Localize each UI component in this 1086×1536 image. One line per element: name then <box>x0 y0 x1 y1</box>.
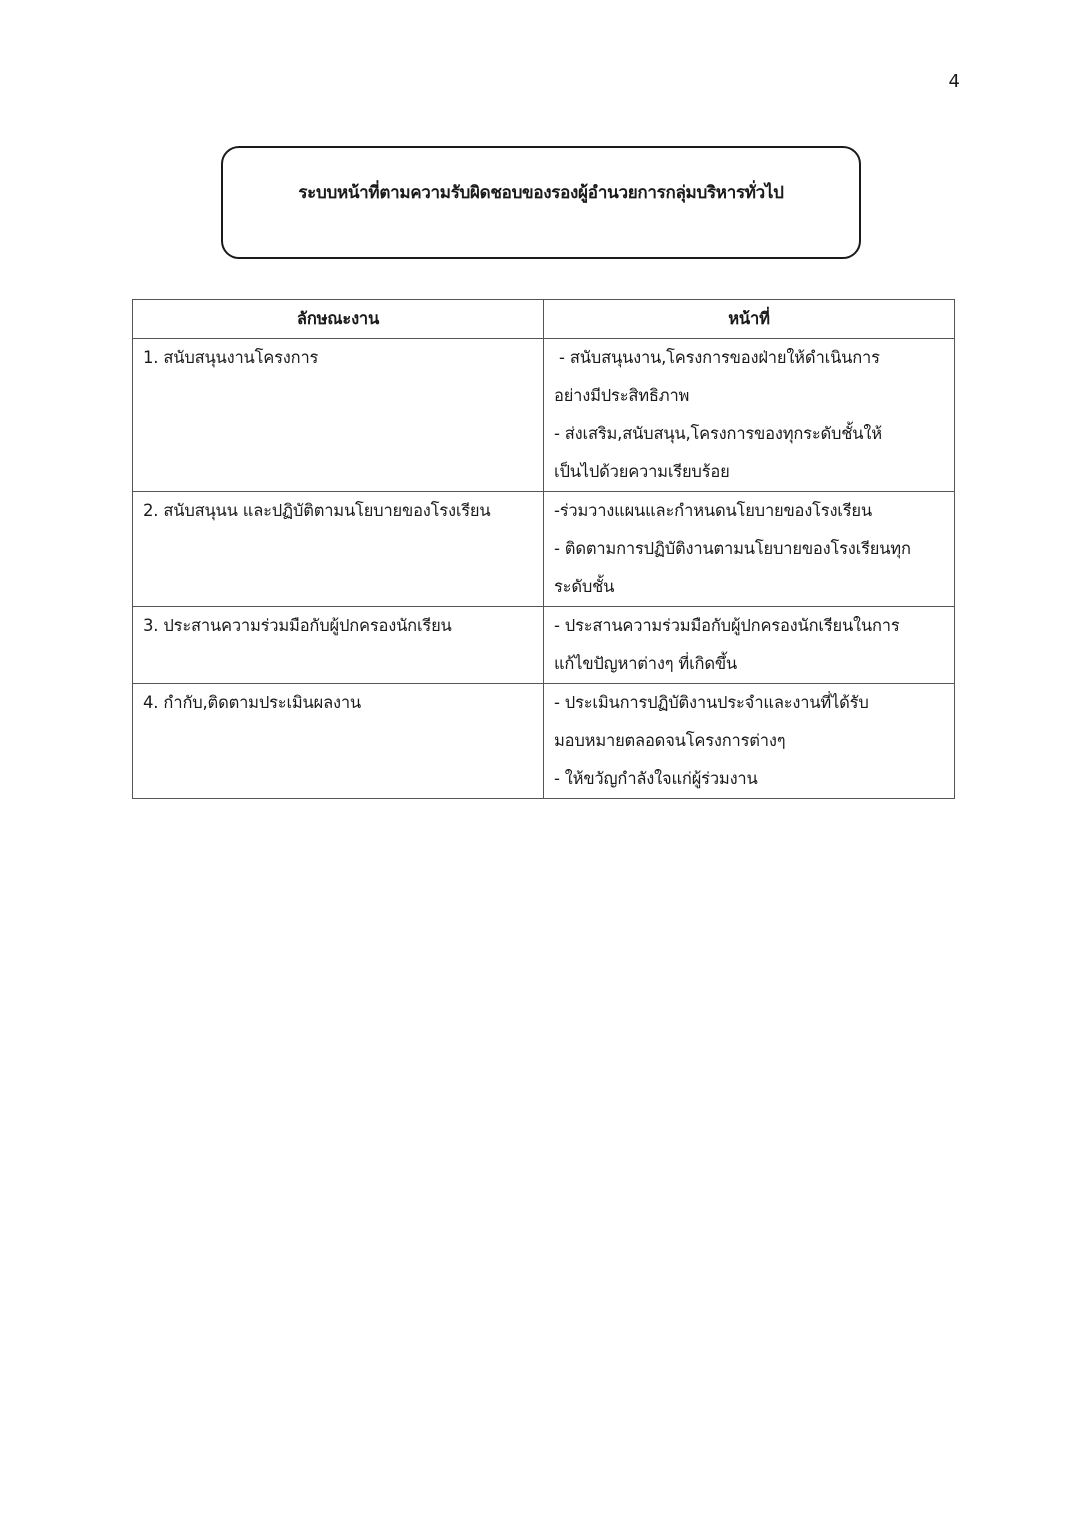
duty-line: เป็นไปด้วยความเรียบร้อย <box>554 462 730 481</box>
duty-line: อย่างมีประสิทธิภาพ <box>554 386 690 405</box>
task-text: 4. กำกับ,ติดตามประเมินผลงาน <box>143 693 362 712</box>
task-text: 2. สนับสนุนน และปฏิบัติตามนโยบายของโรงเรียน <box>143 501 491 520</box>
duty-line: มอบหมายตลอดจนโครงการต่างๆ <box>554 731 786 750</box>
document-title: ระบบหน้าที่ตามความรับผิดชอบของรองผู้อำนวยการกลุ่มบริหารทั่วไป <box>298 183 784 203</box>
duty-line: - ประเมินการปฏิบัติงานประจำและงานที่ได้รับ <box>554 693 869 712</box>
duty-line: - ส่งเสริม,สนับสนุน,โครงการของทุกระดับชั้นให้ <box>554 424 882 443</box>
task-cell <box>133 607 544 684</box>
task-cell <box>133 339 544 492</box>
duty-line: -ร่วมวางแผนและกำหนดนโยบายของโรงเรียน <box>554 501 872 520</box>
table-row <box>133 607 955 684</box>
page-number: 4 <box>948 71 960 92</box>
duty-cell <box>544 492 955 607</box>
duty-line: - สนับสนุนงาน,โครงการของฝ่ายให้ดำเนินการ <box>554 348 880 367</box>
duty-line: - ประสานความร่วมมือกับผู้ปกครองนักเรียนในการ <box>554 616 900 635</box>
table-row <box>133 339 955 492</box>
duty-line: แก้ไขปัญหาต่างๆ ที่เกิดขึ้น <box>554 654 738 673</box>
title-box <box>221 146 861 259</box>
column-header-task: ลักษณะงาน <box>133 300 544 339</box>
duty-table <box>132 299 955 799</box>
duty-cell <box>544 684 955 799</box>
task-cell <box>133 684 544 799</box>
duty-line: - ให้ขวัญกำลังใจแก่ผู้ร่วมงาน <box>554 769 758 788</box>
task-text: 3. ประสานความร่วมมือกับผู้ปกครองนักเรียน <box>143 616 452 635</box>
table-row <box>133 492 955 607</box>
duty-line: ระดับชั้น <box>554 577 615 596</box>
duty-line: - ติดตามการปฏิบัติงานตามนโยบายของโรงเรียนทุก <box>554 539 911 558</box>
task-cell <box>133 492 544 607</box>
duty-cell <box>544 607 955 684</box>
task-text: 1. สนับสนุนงานโครงการ <box>143 348 319 367</box>
table-header-row <box>133 300 955 339</box>
column-header-duty: หน้าที่ <box>544 300 955 339</box>
table-row <box>133 684 955 799</box>
duty-cell <box>544 339 955 492</box>
